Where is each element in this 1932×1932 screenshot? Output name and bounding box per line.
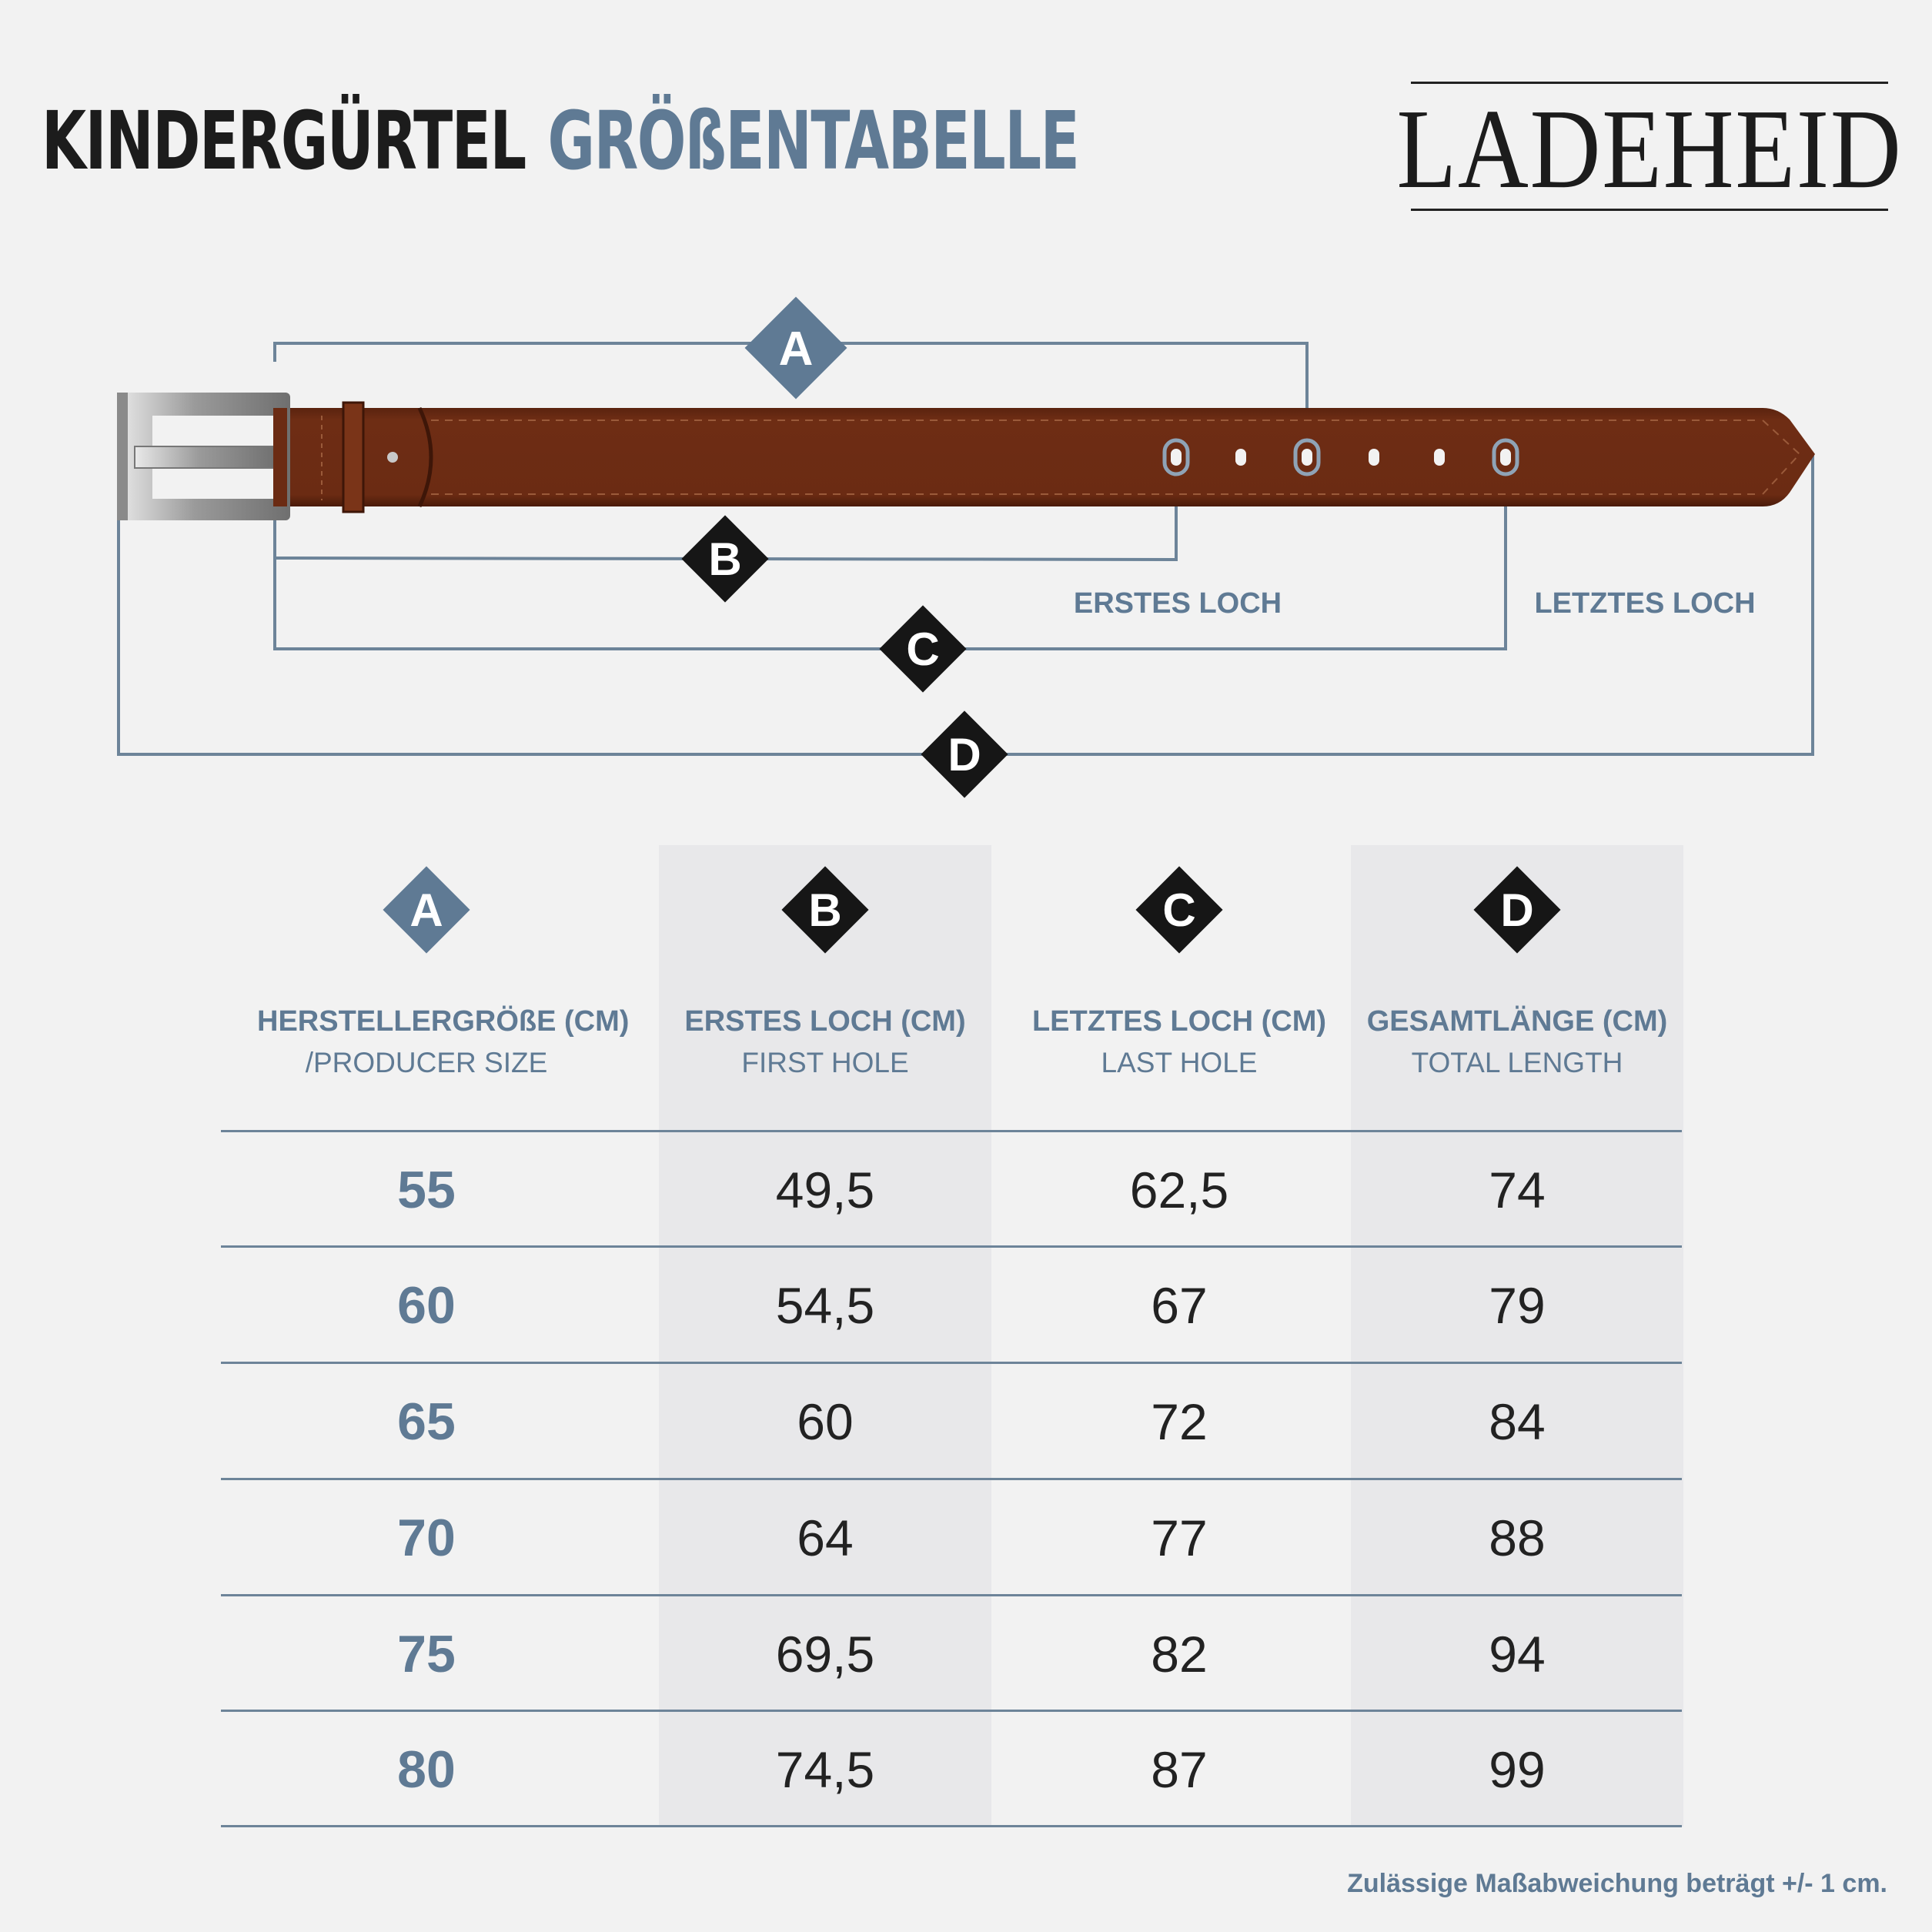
column-header-producer-size — [257, 1001, 630, 1084]
column-subtitle: TOTAL LENGTH — [1411, 1047, 1623, 1078]
diagram-badge-b: B — [708, 533, 742, 585]
cell-producer-size: 65 — [397, 1392, 456, 1451]
diagram-badge-a: A — [778, 322, 814, 376]
belt-buckle — [117, 393, 290, 520]
title-grossentabelle: GRÖßENTABELLE — [547, 94, 1079, 188]
cell-last-hole: 77 — [1151, 1509, 1208, 1566]
column-title: ERSTES LOCH (CM) — [684, 1005, 966, 1038]
cell-last-hole: 87 — [1151, 1741, 1208, 1798]
column-c-badge: C — [1162, 884, 1196, 936]
column-title: GESAMTLÄNGE (CM) — [1366, 1005, 1668, 1038]
column-subtitle: /PRODUCER SIZE — [305, 1047, 548, 1078]
cell-first-hole: 64 — [797, 1509, 854, 1566]
cell-total-length: 84 — [1489, 1393, 1546, 1450]
first-hole-label: ERSTES LOCH — [1073, 587, 1282, 620]
cell-first-hole: 54,5 — [775, 1277, 875, 1334]
last-hole-label: LETZTES LOCH — [1534, 587, 1756, 620]
column-header-first-hole — [656, 1001, 994, 1084]
column-header-total-length — [1348, 1001, 1686, 1084]
tolerance-footnote: Zulässige Maßabweichung beträgt +/- 1 cm. — [1347, 1869, 1887, 1898]
diagram-badge-c: C — [906, 623, 940, 675]
cell-first-hole: 49,5 — [775, 1162, 875, 1218]
cell-last-hole: 62,5 — [1129, 1162, 1229, 1218]
cell-total-length: 99 — [1489, 1741, 1546, 1798]
belt-hole-1 — [1171, 449, 1182, 466]
cell-producer-size: 70 — [397, 1509, 456, 1567]
column-subtitle: FIRST HOLE — [741, 1047, 909, 1078]
column-title: LETZTES LOCH (CM) — [1031, 1005, 1327, 1038]
cell-total-length: 88 — [1489, 1509, 1546, 1566]
brand-wordmark: LADEHEID — [1396, 86, 1903, 212]
belt-hole-2 — [1235, 449, 1246, 466]
column-header-last-hole — [1010, 1001, 1349, 1084]
diagram-badge-d: D — [948, 728, 981, 780]
column-subtitle: LAST HOLE — [1101, 1047, 1258, 1078]
cell-last-hole: 82 — [1151, 1626, 1208, 1683]
cell-producer-size: 80 — [397, 1740, 456, 1799]
belt-hole-4 — [1369, 449, 1379, 466]
cell-producer-size: 75 — [397, 1625, 456, 1683]
column-d-badge: D — [1500, 884, 1534, 936]
cell-producer-size: 55 — [397, 1161, 456, 1219]
cell-producer-size: 60 — [397, 1276, 456, 1335]
belt-hole-3 — [1302, 449, 1312, 466]
cell-first-hole: 60 — [797, 1393, 854, 1450]
belt-hole-5 — [1434, 449, 1445, 466]
cell-total-length: 79 — [1489, 1277, 1546, 1334]
title-kindergurtel: KINDERGÜRTEL — [42, 94, 526, 188]
belt-rivet — [387, 452, 398, 463]
cell-total-length: 94 — [1489, 1626, 1546, 1683]
belt-hole-6 — [1500, 449, 1511, 466]
belt-strap — [273, 408, 1815, 506]
cell-first-hole: 69,5 — [775, 1626, 875, 1683]
cell-last-hole: 67 — [1151, 1277, 1208, 1334]
cell-last-hole: 72 — [1151, 1393, 1208, 1450]
column-b-badge: B — [808, 884, 842, 936]
belt-keeper-loop — [343, 403, 363, 512]
column-a-badge: A — [409, 884, 443, 936]
column-title: HERSTELLERGRÖßE (CM) — [257, 1005, 630, 1038]
cell-first-hole: 74,5 — [775, 1741, 875, 1798]
cell-total-length: 74 — [1489, 1162, 1546, 1218]
